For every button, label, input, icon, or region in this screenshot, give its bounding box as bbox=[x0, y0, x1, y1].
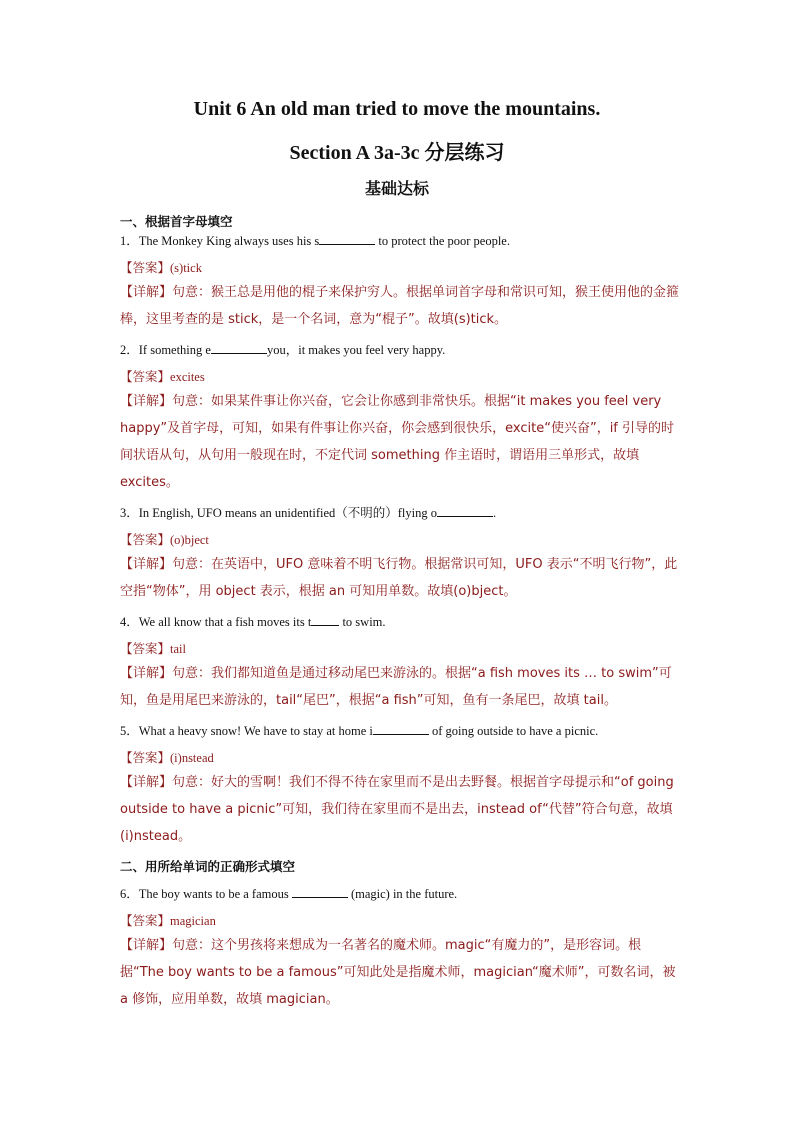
question-text: 2．If something e bbox=[120, 343, 211, 357]
question-text: to swim. bbox=[339, 615, 386, 629]
answer-value: tail bbox=[170, 642, 186, 656]
explanation-2 bbox=[120, 388, 680, 496]
answer-label: 【答案】 bbox=[120, 642, 171, 656]
question-text: 5．What a heavy snow! We have to stay at home i bbox=[120, 724, 373, 738]
answer-2 bbox=[120, 367, 205, 385]
answer-value: (i)nstead bbox=[170, 751, 214, 765]
explain-label: 【详解】 bbox=[120, 557, 173, 572]
explanation-1 bbox=[120, 279, 680, 333]
explain-text: 句意：如果某件事让你兴奋，它会让你感到非常快乐。根据“it makes you feel very happy”及首字母，可知，如果有件事让你兴奋，你会感到很快乐，excite“使兴奋”，if 引导的时间状语从句，从句用一般现在时，不定代词 something 作主语时，谓语用三单形式，故填 excites。 bbox=[120, 394, 675, 490]
answer-value: excites bbox=[170, 370, 205, 384]
answer-label: 【答案】 bbox=[120, 370, 171, 384]
explanation-3 bbox=[120, 551, 680, 605]
section-heading-1: 一、根据首字母填空 bbox=[120, 214, 233, 229]
explain-label: 【详解】 bbox=[120, 394, 173, 409]
section-heading-2: 二、用所给单词的正确形式填空 bbox=[120, 859, 296, 874]
question-text: of going outside to have a picnic. bbox=[428, 724, 599, 738]
explain-text: 句意：猴王总是用他的棍子来保护穷人。根据单词首字母和常识可知，猴王使用他的金箍棒，这里考查的是 stick，是一个名词，意为“棍子”。故填(s)tick。 bbox=[120, 285, 680, 327]
explain-text: 句意：这个男孩将来想成为一名著名的魔术师。magic“有魔力的”，是形容词。根据“The boy wants to be a famous”可知此处是指魔术师，magician“魔术师”，可数名词，被 a 修饰，应用单数，故填 magician。 bbox=[120, 938, 676, 1007]
explain-text: 句意：我们都知道鱼是通过移动尾巴来游泳的。根据“a fish moves its … to swim”可知，鱼是用尾巴来游泳的，tail“尾巴”，根据“a fish”可知，鱼有一条尾巴，故填 tail。 bbox=[120, 666, 672, 708]
question-text: . bbox=[492, 506, 497, 520]
answer-label: 【答案】 bbox=[120, 914, 171, 928]
answer-blank bbox=[311, 614, 339, 626]
explain-text: 句意：在英语中，UFO 意味着不明飞行物。根据常识可知，UFO 表示“不明飞行物”，此空指“物体”，用 object 表示，根据 an 可知用单数。故填(o)bject。 bbox=[120, 557, 678, 599]
question-text: 6．The boy wants to be a famous bbox=[120, 887, 292, 901]
answer-label: 【答案】 bbox=[120, 261, 171, 275]
answer-blank bbox=[373, 723, 429, 735]
answer-value: (o)bject bbox=[170, 533, 209, 547]
question-4 bbox=[120, 612, 386, 630]
explanation-4 bbox=[120, 660, 680, 714]
explain-label: 【详解】 bbox=[120, 285, 173, 300]
question-text: to protect the poor people. bbox=[375, 234, 510, 248]
question-text: 1．The Monkey King always uses his s bbox=[120, 234, 320, 248]
answer-value: (s)tick bbox=[170, 261, 202, 275]
question-5 bbox=[120, 721, 598, 739]
explain-label: 【详解】 bbox=[120, 775, 173, 790]
answer-4 bbox=[120, 639, 186, 657]
answer-blank bbox=[319, 233, 375, 245]
answer-label: 【答案】 bbox=[120, 751, 171, 765]
answer-5 bbox=[120, 748, 214, 766]
question-2 bbox=[120, 340, 445, 358]
explanation-5 bbox=[120, 769, 680, 850]
explain-label: 【详解】 bbox=[120, 938, 173, 953]
answer-blank bbox=[437, 505, 493, 517]
question-1 bbox=[120, 231, 510, 249]
answer-1 bbox=[120, 258, 202, 276]
answer-blank bbox=[211, 342, 267, 354]
answer-blank bbox=[292, 886, 348, 898]
explain-label: 【详解】 bbox=[120, 666, 173, 681]
question-3 bbox=[120, 503, 496, 521]
question-text: (magic) in the future. bbox=[347, 887, 458, 901]
answer-6 bbox=[120, 911, 216, 929]
answer-3 bbox=[120, 530, 209, 548]
explain-text: 句意：好大的雪啊！我们不得不待在家里而不是出去野餐。根据首字母提示和“of going outside to have a picnic”可知，我们待在家里而不是出去，instead of“代替”符合句意，故填(i)nstead。 bbox=[120, 775, 674, 844]
question-text: 3．In English, UFO means an unidentified（不明的）flying o bbox=[120, 506, 437, 520]
section-title: Section A 3a-3c 分层练习 bbox=[289, 142, 505, 164]
explanation-6 bbox=[120, 932, 680, 1013]
answer-label: 【答案】 bbox=[120, 533, 171, 547]
level-title: 基础达标 bbox=[364, 181, 429, 198]
question-6 bbox=[120, 884, 457, 902]
question-text: 4．We all know that a fish moves its t bbox=[120, 615, 312, 629]
unit-title: Unit 6 An old man tried to move the mountains. bbox=[193, 98, 601, 120]
question-text: you，it makes you feel very happy. bbox=[266, 343, 446, 357]
answer-value: magician bbox=[170, 914, 216, 928]
